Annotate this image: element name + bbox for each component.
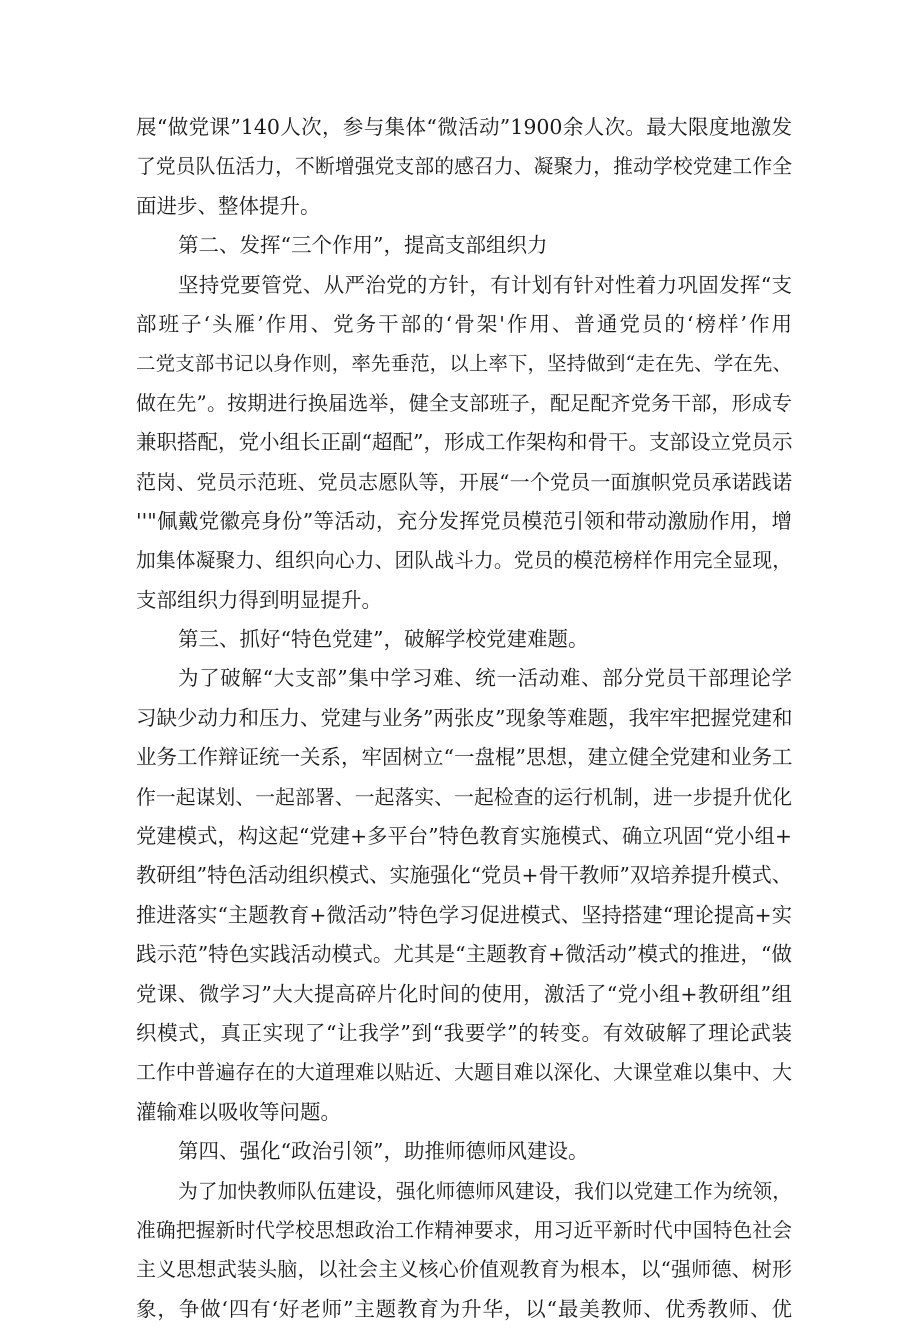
text-line: 灌输难以吸收等问题。 [136,1099,341,1124]
text-line: 织模式，真正实现了“让我学”到“我要学”的转变。有效破解了理论武装 [136,1020,792,1045]
text-line: 支部组织力得到明显提升。 [136,587,382,612]
text-line: 教研组”特色活动组织模式、实施强化“党员+骨干教师”双培养提升模式、 [136,863,792,888]
text-line: 主义思想武装头脑，以社会主义核心价值观教育为根本，以“强师德、树形 [136,1257,792,1282]
text-line: 党课、微学习”大大提高碎片化时间的使用，激活了“党小组+教研组”组 [136,981,792,1006]
text-line: 第二、发挥“三个作用”，提高支部组织力 [178,233,548,258]
text-line: 践示范”特色实践活动模式。尤其是“主题教育+微活动”模式的推进，“做 [136,942,792,967]
text-line: 坚持党要管党、从严治党的方针，有计划有针对性着力巩固发挥“支 [178,272,792,297]
text-line: 加集体凝聚力、组织向心力、团队战斗力。党员的模范榜样作用完全显现， [136,549,792,573]
text-line: 为了破解“大支部”集中学习难、统一活动难、部分党员干部理论学 [178,666,792,691]
text-line: 习缺少动力和压力、党建与业务”两张皮”现象等难题，我牢牢把握党建和 [136,705,793,730]
text-line: 准确把握新时代学校思想政治工作精神要求，用习近平新时代中国特色社会 [136,1218,792,1242]
text-line: 为了加快教师队伍建设，强化师德师风建设，我们以党建工作为统领， [178,1179,792,1203]
text-line: 工作中普遍存在的大道理难以贴近、大题目难以深化、大课堂难以集中、大 [136,1061,792,1085]
text-line: 象，争做‘四有‘好老师”主题教育为升华，以“最美教师、优秀教师、优 [136,1296,792,1321]
text-line: 部班子‘头雁’作用、党务干部的‘骨架'作用、普通党员的‘榜样’作用 [136,311,792,336]
text-line: 党建模式，构这起“党建+多平台”特色教育实施模式、确立巩固“党小组+ [136,824,792,849]
text-line: 二党支部书记以身作则，率先垂范，以上率下，坚持做到“走在先、学在先、 [136,352,792,376]
text-line: 了党员队伍活力，不断增强党支部的感召力、凝聚力，推动学校党建工作全 [136,155,792,179]
text-line: 展“做党课”140人次，参与集体“微活动”1900余人次。最大限度地激发 [136,115,792,139]
document-body [136,108,792,1329]
text-line: 做在先”。按期进行换届选举，健全支部班子，配足配齐党务干部，形成专 [136,390,792,415]
text-line: 作一起谋划、一起部署、一起落实、一起检查的运行机制，进一步提升优化 [136,785,792,809]
text-line: 兼职搭配，党小组长正副“超配”，形成工作架构和骨干。支部设立党员示 [136,430,793,455]
text-line: 业务工作辩证统一关系，牢固树立“一盘棍”思想，建立健全党建和业务工 [136,745,793,770]
text-line: 推进落实“主题教育+微活动”特色学习促进模式、坚持搭建“理论提高+实 [136,902,792,927]
text-line: 第三、抓好“特色党建”，破解学校党建难题。 [178,627,589,652]
text-line: 第四、强化“政治引领”，助推师德师风建设。 [178,1139,589,1164]
text-line: 面进步、整体提升。 [136,193,321,218]
text-line: 范岗、党员示范班、党员志愿队等，开展“一个党员一面旗帜党员承诺践诺 [136,469,792,494]
text-line: ''"佩戴党徽亮身份”等活动，充分发挥党员模范引领和带动激励作用，增 [136,508,792,533]
